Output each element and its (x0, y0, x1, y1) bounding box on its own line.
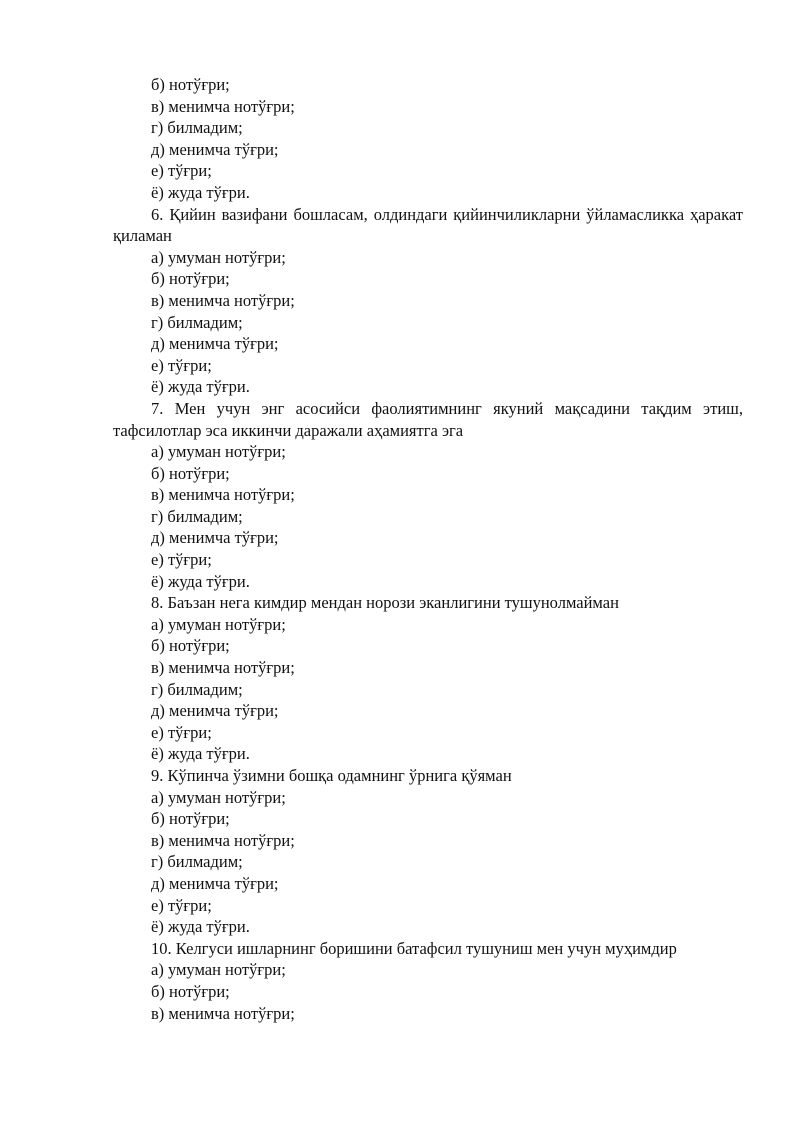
question-9: 9. Кўпинча ўзимни бошқа одамнинг ўрнига қўяман (151, 766, 512, 785)
answer-option: г) билмадим; (151, 118, 243, 138)
answer-option: ё) жуда тўғри. (151, 377, 250, 397)
answer-option: в) менимча нотўғри; (151, 830, 295, 850)
answer-option: а) умуман нотўғри; (151, 614, 286, 634)
answer-option: б) нотўғри; (151, 981, 230, 1001)
answer-option: г) билмадим; (151, 312, 243, 332)
question-7: 7. Мен учун энг асосийси фаолиятимнинг якуний мақсадини тақдим этиш, тафсилотлар эса иккинчи даражали аҳамиятга эга (113, 398, 743, 440)
answer-option: д) менимча тўғри; (151, 701, 279, 721)
answer-option: б) нотўғри; (151, 809, 230, 829)
answer-option: е) тўғри; (151, 355, 212, 375)
answer-option: ё) жуда тўғри. (151, 744, 250, 764)
answer-option: а) умуман нотўғри; (151, 442, 286, 462)
document-page (113, 74, 743, 1024)
answer-option: в) менимча нотўғри; (151, 485, 295, 505)
answer-option: а) умуман нотўғри; (151, 960, 286, 980)
answer-option: б) нотўғри; (151, 75, 230, 94)
answer-option: б) нотўғри; (151, 269, 230, 289)
answer-option: в) менимча нотўғри; (151, 658, 295, 678)
answer-option: е) тўғри; (151, 895, 212, 915)
question-10: 10. Келгуси ишларнинг боришини батафсил тушуниш мен учун муҳимдир (151, 938, 677, 958)
question-8: 8. Баъзан нега кимдир мендан норози эканлигини тушунолмайман (151, 593, 619, 613)
answer-option: а) умуман нотўғри; (151, 247, 286, 267)
answer-option: г) билмадим; (151, 679, 243, 699)
answer-option: в) менимча нотўғри; (151, 290, 295, 310)
answer-option: в) менимча нотўғри; (151, 96, 295, 116)
answer-option: ё) жуда тўғри. (151, 917, 250, 937)
answer-option: е) тўғри; (151, 722, 212, 742)
answer-option: е) тўғри; (151, 550, 212, 570)
answer-option: д) менимча тўғри; (151, 334, 279, 354)
answer-option: в) менимча нотўғри; (151, 1003, 295, 1023)
answer-option: б) нотўғри; (151, 636, 230, 656)
answer-option: ё) жуда тўғри. (151, 571, 250, 591)
answer-option: д) менимча тўғри; (151, 528, 279, 548)
answer-option: б) нотўғри; (151, 463, 230, 483)
answer-option: ё) жуда тўғри. (151, 182, 250, 202)
answer-option: г) билмадим; (151, 852, 243, 872)
answer-option: а) умуман нотўғри; (151, 787, 286, 807)
answer-option: г) билмадим; (151, 506, 243, 526)
answer-option: д) менимча тўғри; (151, 139, 279, 159)
question-6: 6. Қийин вазифани бошласам, олдиндаги қийинчиликларни ўйламасликка ҳаракат қиламан (113, 204, 743, 246)
answer-option: е) тўғри; (151, 161, 212, 181)
answer-option: д) менимча тўғри; (151, 873, 279, 893)
